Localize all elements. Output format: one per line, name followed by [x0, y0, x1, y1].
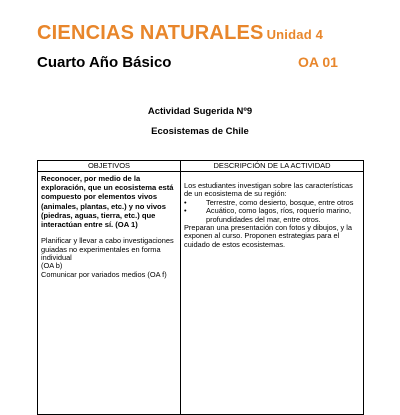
objectives-header: OBJETIVOS	[38, 161, 181, 172]
activity-table	[37, 160, 364, 415]
table-row	[38, 172, 364, 415]
unit-label: Unidad 4	[266, 27, 324, 42]
description-cell	[181, 172, 364, 415]
subject-title: CIENCIAS NATURALES	[37, 22, 264, 44]
description-outro: Preparan una presentación con fotos y dibujos, y la exponen al curso. Proponen estrategias para el cuidado de estos ecosistemas.	[184, 223, 353, 249]
list-item	[184, 207, 360, 224]
table-header-row	[38, 161, 364, 172]
page-title	[37, 22, 323, 45]
bullet-text: Acuático, como lagos, ríos, roquerío marino, profundidades del mar, entre otros.	[206, 206, 352, 224]
description-header: DESCRIPCIÓN DE LA ACTIVIDAD	[181, 161, 364, 172]
bullet-text: Terrestre, como desierto, bosque, entre otros	[206, 197, 354, 207]
activity-title: Actividad Sugerida Nº9	[147, 106, 253, 117]
objective-sub-list	[41, 237, 177, 279]
description-intro: Los estudiantes investigan sobre las características de un ecosistema de su región:	[184, 181, 353, 199]
grade-subtitle: Cuarto Año Básico	[37, 54, 172, 71]
objective-line: Comunicar por variados medios (OA f)	[41, 269, 167, 279]
bullet-icon: •	[184, 197, 187, 207]
objective-line: Planificar y llevar a cabo investigaciones guiadas no experimentales en forma individual	[41, 236, 174, 263]
objectives-cell	[38, 172, 181, 415]
description-body	[184, 182, 360, 249]
activity-name: Ecosistemas de Chile	[151, 126, 249, 137]
bullet-icon: •	[184, 206, 187, 216]
objective-line: (OA b)	[41, 261, 63, 271]
objective-main: Reconocer, por medio de la exploración, que un ecosistema está compuesto por elementos vivos (animales, plantas, etc.) y no vivos (piedras, aguas, tierra, etc.) que interactúan entre sí. (OA 1)	[41, 174, 174, 230]
oa-label: OA 01	[298, 54, 338, 70]
